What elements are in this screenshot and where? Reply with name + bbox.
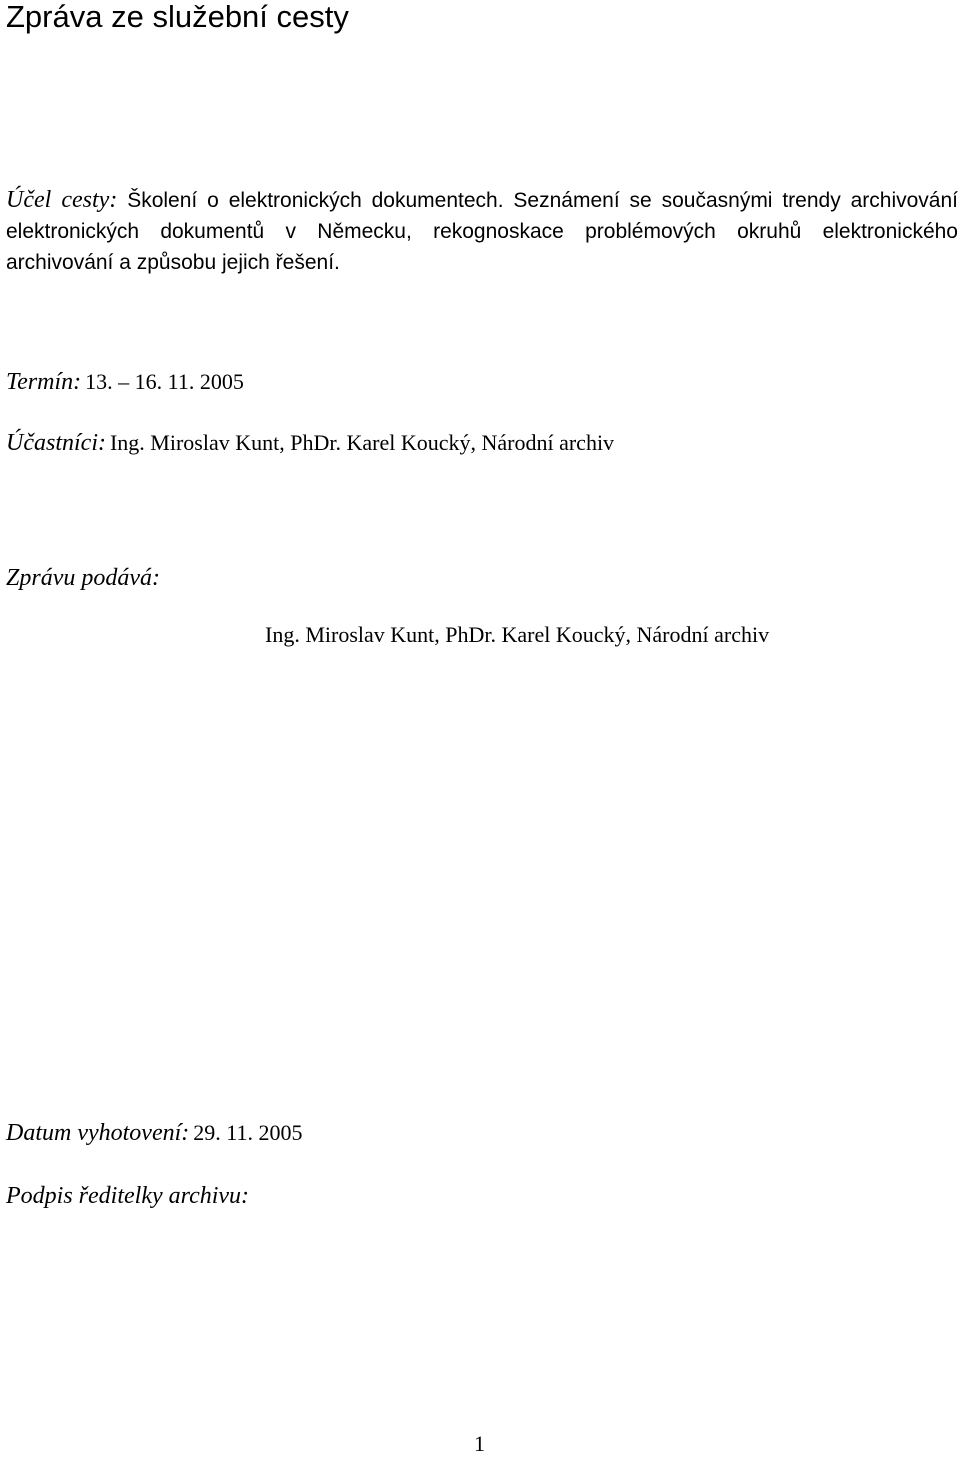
date-created-value: 29. 11. 2005 (193, 1120, 303, 1145)
document-title: Zpráva ze služební cesty (6, 0, 349, 34)
report-by-value: Ing. Miroslav Kunt, PhDr. Karel Koucký, Národní archiv (265, 622, 770, 647)
page-number: 1 (474, 1431, 485, 1456)
report-by-row (6, 563, 160, 596)
report-by-label: Zprávu podává: (6, 565, 160, 591)
date-created-row (6, 1118, 302, 1151)
purpose-text: Školení o elektronických dokumentech. Seznámení se současnými trendy archivování elektronických dokumentů v Německu, rekognoskace problémových okruhů elektronického archivování a způsobu jejich řešení. (6, 189, 958, 274)
term-label: Termín: (6, 369, 82, 395)
signature-label: Podpis ředitelky archivu: (6, 1183, 250, 1209)
signature-row (6, 1181, 249, 1214)
date-created-label: Datum vyhotovení: (6, 1120, 190, 1146)
participants-row (6, 428, 614, 461)
purpose-label: Účel cesty: (6, 187, 118, 213)
term-value: 13. – 16. 11. 2005 (85, 369, 244, 394)
participants-label: Účastníci: (6, 430, 106, 456)
purpose-section (6, 185, 958, 278)
term-row (6, 367, 244, 400)
participants-value: Ing. Miroslav Kunt, PhDr. Karel Koucký, Národní archiv (109, 430, 615, 455)
